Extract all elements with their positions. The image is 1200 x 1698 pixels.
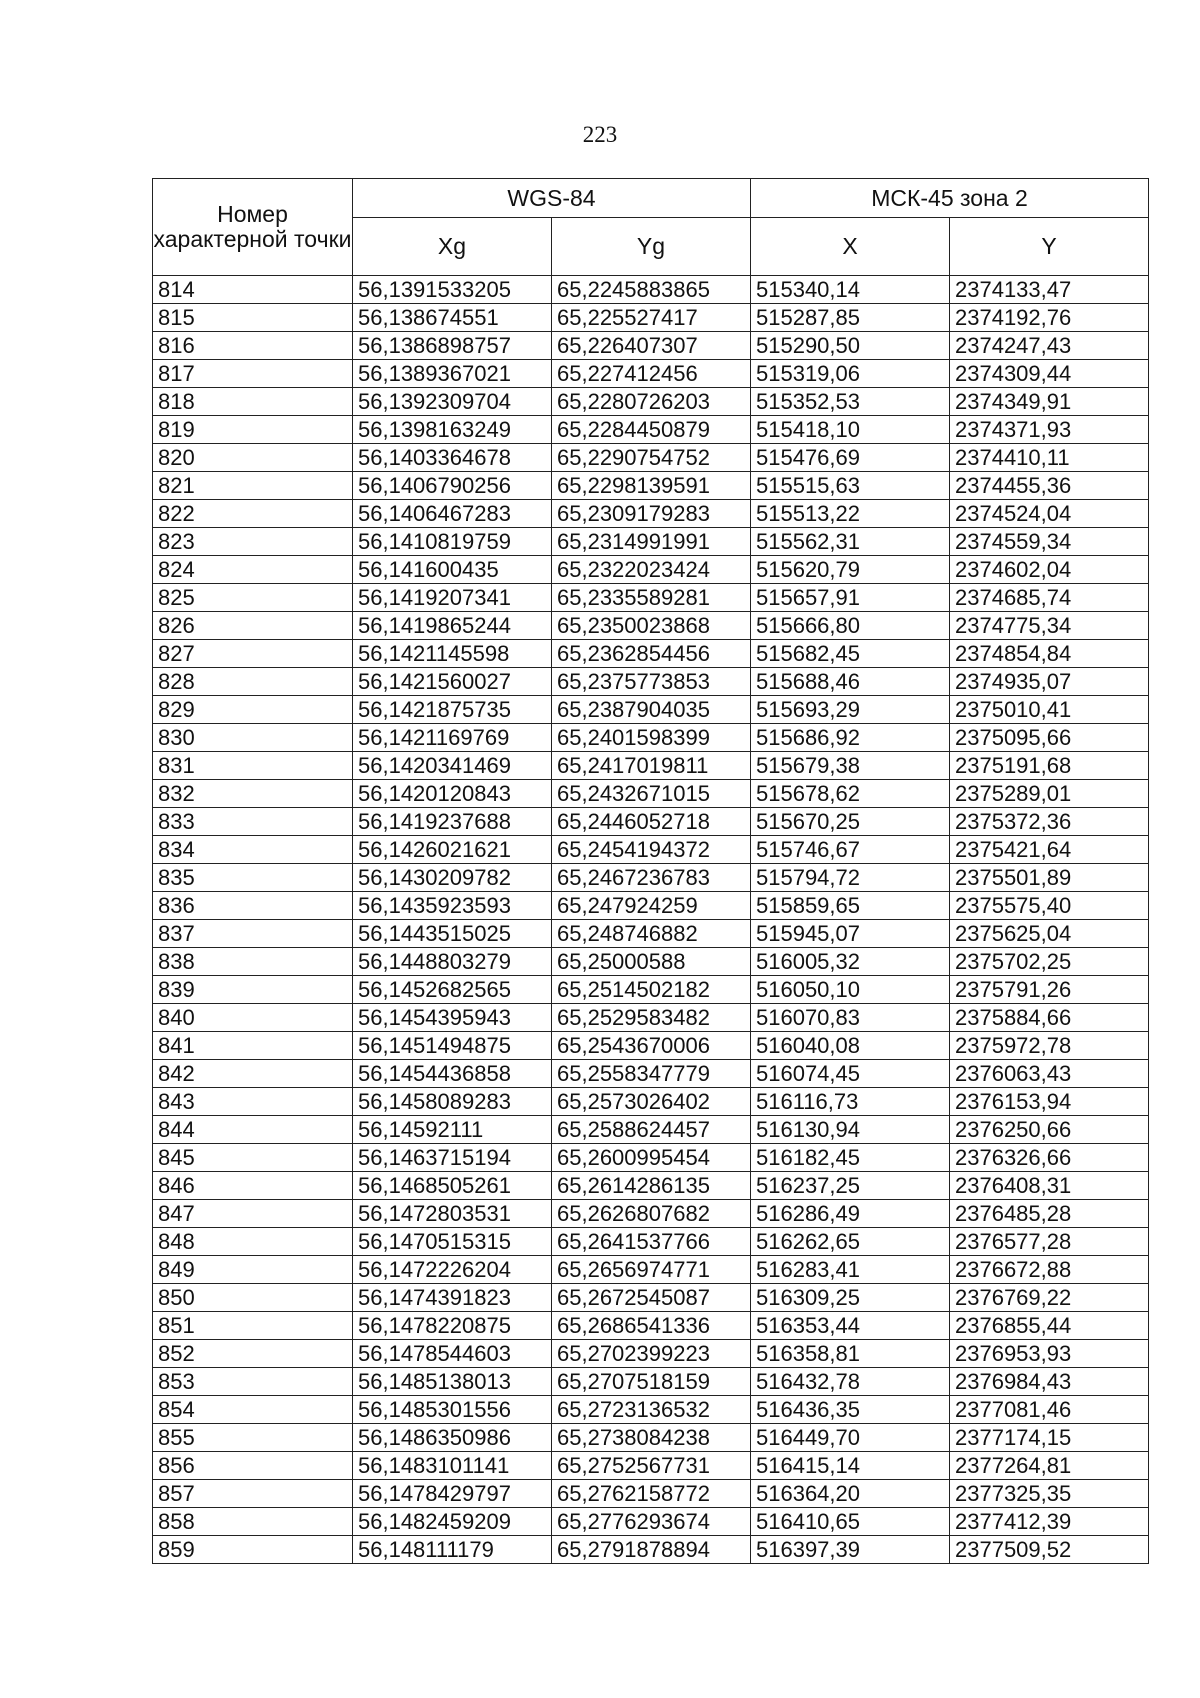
xg-cell: 56,14592111 <box>353 1116 552 1144</box>
point-number-cell: 822 <box>153 500 353 528</box>
point-number-cell: 827 <box>153 640 353 668</box>
y-cell: 2375010,41 <box>950 696 1149 724</box>
y-cell: 2375575,40 <box>950 892 1149 920</box>
x-column-header: X <box>751 218 950 276</box>
point-number-cell: 840 <box>153 1004 353 1032</box>
yg-cell: 65,247924259 <box>552 892 751 920</box>
x-cell: 516005,32 <box>751 948 950 976</box>
table-row <box>153 1088 1149 1116</box>
x-cell: 515945,07 <box>751 920 950 948</box>
x-cell: 516449,70 <box>751 1424 950 1452</box>
table-row <box>153 500 1149 528</box>
table-row <box>153 1480 1149 1508</box>
table-row <box>153 780 1149 808</box>
x-cell: 515352,53 <box>751 388 950 416</box>
x-cell: 515670,25 <box>751 808 950 836</box>
point-number-cell: 816 <box>153 332 353 360</box>
point-number-cell: 834 <box>153 836 353 864</box>
xg-cell: 56,1463715194 <box>353 1144 552 1172</box>
point-number-cell: 856 <box>153 1452 353 1480</box>
point-number-cell: 823 <box>153 528 353 556</box>
yg-cell: 65,2573026402 <box>552 1088 751 1116</box>
x-cell: 515859,65 <box>751 892 950 920</box>
y-cell: 2374309,44 <box>950 360 1149 388</box>
table-row <box>153 640 1149 668</box>
xg-cell: 56,1474391823 <box>353 1284 552 1312</box>
yg-cell: 65,2290754752 <box>552 444 751 472</box>
yg-cell: 65,2432671015 <box>552 780 751 808</box>
table-row <box>153 1060 1149 1088</box>
y-cell: 2377325,35 <box>950 1480 1149 1508</box>
point-number-cell: 817 <box>153 360 353 388</box>
y-cell: 2376953,93 <box>950 1340 1149 1368</box>
point-number-cell: 818 <box>153 388 353 416</box>
point-number-cell: 849 <box>153 1256 353 1284</box>
y-cell: 2375095,66 <box>950 724 1149 752</box>
x-cell: 516436,35 <box>751 1396 950 1424</box>
x-cell: 516237,25 <box>751 1172 950 1200</box>
point-number-cell: 820 <box>153 444 353 472</box>
yg-cell: 65,25000588 <box>552 948 751 976</box>
xg-cell: 56,1403364678 <box>353 444 552 472</box>
xg-cell: 56,1430209782 <box>353 864 552 892</box>
y-cell: 2374192,76 <box>950 304 1149 332</box>
point-number-cell: 846 <box>153 1172 353 1200</box>
table-row <box>153 1452 1149 1480</box>
x-cell: 516262,65 <box>751 1228 950 1256</box>
table-row <box>153 584 1149 612</box>
table-row <box>153 892 1149 920</box>
table-row <box>153 556 1149 584</box>
y-cell: 2377412,39 <box>950 1508 1149 1536</box>
xg-cell: 56,1421875735 <box>353 696 552 724</box>
point-number-cell: 851 <box>153 1312 353 1340</box>
xg-cell: 56,1478544603 <box>353 1340 552 1368</box>
table-row <box>153 1200 1149 1228</box>
point-number-cell: 859 <box>153 1536 353 1564</box>
y-cell: 2376984,43 <box>950 1368 1149 1396</box>
x-cell: 515513,22 <box>751 500 950 528</box>
xg-cell: 56,138674551 <box>353 304 552 332</box>
xg-cell: 56,1392309704 <box>353 388 552 416</box>
xg-cell: 56,1448803279 <box>353 948 552 976</box>
x-cell: 516040,08 <box>751 1032 950 1060</box>
xg-cell: 56,1389367021 <box>353 360 552 388</box>
xg-cell: 56,1386898757 <box>353 332 552 360</box>
yg-cell: 65,227412456 <box>552 360 751 388</box>
table-row <box>153 752 1149 780</box>
x-cell: 515515,63 <box>751 472 950 500</box>
yg-cell: 65,2686541336 <box>552 1312 751 1340</box>
yg-cell: 65,2702399223 <box>552 1340 751 1368</box>
xg-column-header: Xg <box>353 218 552 276</box>
point-number-cell: 836 <box>153 892 353 920</box>
y-cell: 2375289,01 <box>950 780 1149 808</box>
y-cell: 2374935,07 <box>950 668 1149 696</box>
x-cell: 515693,29 <box>751 696 950 724</box>
table-row <box>153 472 1149 500</box>
table-row <box>153 1004 1149 1032</box>
xg-cell: 56,1421145598 <box>353 640 552 668</box>
y-cell: 2376672,88 <box>950 1256 1149 1284</box>
yg-cell: 65,2791878894 <box>552 1536 751 1564</box>
yg-cell: 65,2752567731 <box>552 1452 751 1480</box>
xg-cell: 56,1472226204 <box>353 1256 552 1284</box>
x-cell: 515679,38 <box>751 752 950 780</box>
point-number-cell: 830 <box>153 724 353 752</box>
xg-cell: 56,1486350986 <box>353 1424 552 1452</box>
point-number-cell: 844 <box>153 1116 353 1144</box>
table-row <box>153 1368 1149 1396</box>
xg-cell: 56,1435923593 <box>353 892 552 920</box>
yg-cell: 65,2309179283 <box>552 500 751 528</box>
xg-cell: 56,1420120843 <box>353 780 552 808</box>
xg-cell: 56,1419237688 <box>353 808 552 836</box>
y-cell: 2375884,66 <box>950 1004 1149 1032</box>
table-row <box>153 360 1149 388</box>
xg-cell: 56,1426021621 <box>353 836 552 864</box>
table-row <box>153 976 1149 1004</box>
yg-cell: 65,2446052718 <box>552 808 751 836</box>
yg-cell: 65,2284450879 <box>552 416 751 444</box>
y-cell: 2374559,34 <box>950 528 1149 556</box>
point-number-cell: 829 <box>153 696 353 724</box>
x-cell: 516286,49 <box>751 1200 950 1228</box>
y-cell: 2374133,47 <box>950 276 1149 304</box>
xg-cell: 56,1391533205 <box>353 276 552 304</box>
x-cell: 515418,10 <box>751 416 950 444</box>
xg-cell: 56,1485138013 <box>353 1368 552 1396</box>
x-cell: 516070,83 <box>751 1004 950 1032</box>
x-cell: 516309,25 <box>751 1284 950 1312</box>
y-cell: 2374349,91 <box>950 388 1149 416</box>
y-cell: 2376153,94 <box>950 1088 1149 1116</box>
table-row <box>153 1228 1149 1256</box>
xg-cell: 56,1478429797 <box>353 1480 552 1508</box>
x-cell: 516130,94 <box>751 1116 950 1144</box>
y-cell: 2374410,11 <box>950 444 1149 472</box>
table-row <box>153 332 1149 360</box>
yg-cell: 65,2707518159 <box>552 1368 751 1396</box>
y-column-header: Y <box>950 218 1149 276</box>
point-number-cell: 852 <box>153 1340 353 1368</box>
point-number-cell: 825 <box>153 584 353 612</box>
x-cell: 515657,91 <box>751 584 950 612</box>
x-cell: 516410,65 <box>751 1508 950 1536</box>
x-cell: 515476,69 <box>751 444 950 472</box>
xg-cell: 56,1419207341 <box>353 584 552 612</box>
yg-cell: 65,2672545087 <box>552 1284 751 1312</box>
x-cell: 515678,62 <box>751 780 950 808</box>
coordinates-table <box>152 178 1149 1564</box>
yg-cell: 65,226407307 <box>552 332 751 360</box>
x-cell: 515319,06 <box>751 360 950 388</box>
point-number-cell: 833 <box>153 808 353 836</box>
x-cell: 516358,81 <box>751 1340 950 1368</box>
yg-cell: 65,2514502182 <box>552 976 751 1004</box>
table-row <box>153 724 1149 752</box>
y-cell: 2375191,68 <box>950 752 1149 780</box>
y-cell: 2377264,81 <box>950 1452 1149 1480</box>
xg-cell: 56,1421169769 <box>353 724 552 752</box>
point-number-cell: 839 <box>153 976 353 1004</box>
point-number-cell: 841 <box>153 1032 353 1060</box>
yg-cell: 65,2626807682 <box>552 1200 751 1228</box>
xg-cell: 56,1478220875 <box>353 1312 552 1340</box>
xg-cell: 56,1482459209 <box>353 1508 552 1536</box>
yg-cell: 65,2614286135 <box>552 1172 751 1200</box>
table-row <box>153 1424 1149 1452</box>
xg-cell: 56,1443515025 <box>353 920 552 948</box>
x-cell: 516050,10 <box>751 976 950 1004</box>
yg-cell: 65,2362854456 <box>552 640 751 668</box>
y-cell: 2376063,43 <box>950 1060 1149 1088</box>
x-cell: 516432,78 <box>751 1368 950 1396</box>
xg-cell: 56,1485301556 <box>353 1396 552 1424</box>
point-number-cell: 828 <box>153 668 353 696</box>
y-cell: 2375791,26 <box>950 976 1149 1004</box>
xg-cell: 56,1406467283 <box>353 500 552 528</box>
table-row <box>153 696 1149 724</box>
point-number-cell: 857 <box>153 1480 353 1508</box>
xg-cell: 56,1470515315 <box>353 1228 552 1256</box>
point-number-cell: 842 <box>153 1060 353 1088</box>
point-number-header: Номер характерной точки <box>153 179 353 276</box>
y-cell: 2375501,89 <box>950 864 1149 892</box>
yg-cell: 65,2529583482 <box>552 1004 751 1032</box>
point-number-cell: 831 <box>153 752 353 780</box>
x-cell: 515688,46 <box>751 668 950 696</box>
table-row <box>153 388 1149 416</box>
yg-cell: 65,2641537766 <box>552 1228 751 1256</box>
y-cell: 2377174,15 <box>950 1424 1149 1452</box>
point-number-cell: 850 <box>153 1284 353 1312</box>
table-row <box>153 1396 1149 1424</box>
yg-cell: 65,225527417 <box>552 304 751 332</box>
y-cell: 2376577,28 <box>950 1228 1149 1256</box>
point-number-cell: 847 <box>153 1200 353 1228</box>
xg-cell: 56,1454436858 <box>353 1060 552 1088</box>
table-row <box>153 1172 1149 1200</box>
table-row <box>153 528 1149 556</box>
x-cell: 516182,45 <box>751 1144 950 1172</box>
yg-cell: 65,2723136532 <box>552 1396 751 1424</box>
yg-cell: 65,2467236783 <box>552 864 751 892</box>
y-cell: 2375972,78 <box>950 1032 1149 1060</box>
x-cell: 515794,72 <box>751 864 950 892</box>
point-number-cell: 837 <box>153 920 353 948</box>
xg-cell: 56,1421560027 <box>353 668 552 696</box>
xg-cell: 56,1420341469 <box>353 752 552 780</box>
table-row <box>153 1508 1149 1536</box>
xg-cell: 56,1451494875 <box>353 1032 552 1060</box>
table-row <box>153 1536 1149 1564</box>
yg-cell: 65,2314991991 <box>552 528 751 556</box>
y-cell: 2374524,04 <box>950 500 1149 528</box>
yg-cell: 65,2245883865 <box>552 276 751 304</box>
yg-cell: 65,2776293674 <box>552 1508 751 1536</box>
yg-cell: 65,2543670006 <box>552 1032 751 1060</box>
point-number-cell: 814 <box>153 276 353 304</box>
msk45-header: МСК-45 зона 2 <box>751 179 1149 218</box>
wgs84-header: WGS-84 <box>353 179 751 218</box>
point-number-cell: 845 <box>153 1144 353 1172</box>
point-number-cell: 819 <box>153 416 353 444</box>
xg-cell: 56,1458089283 <box>353 1088 552 1116</box>
page-number: 223 <box>582 122 618 147</box>
point-number-cell: 838 <box>153 948 353 976</box>
xg-cell: 56,148111179 <box>353 1536 552 1564</box>
y-cell: 2376485,28 <box>950 1200 1149 1228</box>
x-cell: 516353,44 <box>751 1312 950 1340</box>
y-cell: 2375625,04 <box>950 920 1149 948</box>
table-row <box>153 1144 1149 1172</box>
y-cell: 2375421,64 <box>950 836 1149 864</box>
xg-cell: 56,1419865244 <box>353 612 552 640</box>
yg-cell: 65,2298139591 <box>552 472 751 500</box>
x-cell: 516364,20 <box>751 1480 950 1508</box>
table-row <box>153 1312 1149 1340</box>
yg-cell: 65,2558347779 <box>552 1060 751 1088</box>
yg-cell: 65,2656974771 <box>552 1256 751 1284</box>
xg-cell: 56,1472803531 <box>353 1200 552 1228</box>
table-row <box>153 864 1149 892</box>
point-number-cell: 824 <box>153 556 353 584</box>
xg-cell: 56,1410819759 <box>353 528 552 556</box>
yg-cell: 65,2417019811 <box>552 752 751 780</box>
x-cell: 515620,79 <box>751 556 950 584</box>
x-cell: 515746,67 <box>751 836 950 864</box>
y-cell: 2376250,66 <box>950 1116 1149 1144</box>
table-row <box>153 1116 1149 1144</box>
table-row <box>153 668 1149 696</box>
y-cell: 2376855,44 <box>950 1312 1149 1340</box>
yg-cell: 65,2738084238 <box>552 1424 751 1452</box>
yg-cell: 65,2335589281 <box>552 584 751 612</box>
table-row <box>153 920 1149 948</box>
table-body <box>153 276 1149 1564</box>
y-cell: 2374371,93 <box>950 416 1149 444</box>
y-cell: 2377509,52 <box>950 1536 1149 1564</box>
y-cell: 2376326,66 <box>950 1144 1149 1172</box>
yg-cell: 65,2600995454 <box>552 1144 751 1172</box>
point-number-cell: 815 <box>153 304 353 332</box>
yg-cell: 65,2454194372 <box>552 836 751 864</box>
y-cell: 2374775,34 <box>950 612 1149 640</box>
table-row <box>153 1256 1149 1284</box>
yg-column-header: Yg <box>552 218 751 276</box>
x-cell: 516074,45 <box>751 1060 950 1088</box>
xg-cell: 56,1454395943 <box>353 1004 552 1032</box>
point-number-cell: 858 <box>153 1508 353 1536</box>
table-row <box>153 276 1149 304</box>
table-header-row <box>153 179 1149 218</box>
y-cell: 2374602,04 <box>950 556 1149 584</box>
yg-cell: 65,2762158772 <box>552 1480 751 1508</box>
yg-cell: 65,2350023868 <box>552 612 751 640</box>
x-cell: 515666,80 <box>751 612 950 640</box>
x-cell: 515287,85 <box>751 304 950 332</box>
table-row <box>153 612 1149 640</box>
x-cell: 516116,73 <box>751 1088 950 1116</box>
point-number-cell: 855 <box>153 1424 353 1452</box>
point-number-cell: 848 <box>153 1228 353 1256</box>
xg-cell: 56,1406790256 <box>353 472 552 500</box>
y-cell: 2374685,74 <box>950 584 1149 612</box>
y-cell: 2374247,43 <box>950 332 1149 360</box>
xg-cell: 56,141600435 <box>353 556 552 584</box>
point-number-cell: 853 <box>153 1368 353 1396</box>
y-cell: 2376769,22 <box>950 1284 1149 1312</box>
point-number-cell: 854 <box>153 1396 353 1424</box>
point-number-cell: 821 <box>153 472 353 500</box>
x-cell: 516283,41 <box>751 1256 950 1284</box>
table-row <box>153 1032 1149 1060</box>
x-cell: 515290,50 <box>751 332 950 360</box>
y-cell: 2377081,46 <box>950 1396 1149 1424</box>
table-row <box>153 1284 1149 1312</box>
table-row <box>153 808 1149 836</box>
y-cell: 2375702,25 <box>950 948 1149 976</box>
x-cell: 516415,14 <box>751 1452 950 1480</box>
yg-cell: 65,2375773853 <box>552 668 751 696</box>
yg-cell: 65,2322023424 <box>552 556 751 584</box>
table-row <box>153 1340 1149 1368</box>
yg-cell: 65,2588624457 <box>552 1116 751 1144</box>
xg-cell: 56,1398163249 <box>353 416 552 444</box>
yg-cell: 65,2401598399 <box>552 724 751 752</box>
x-cell: 515686,92 <box>751 724 950 752</box>
y-cell: 2374455,36 <box>950 472 1149 500</box>
y-cell: 2375372,36 <box>950 808 1149 836</box>
point-number-cell: 835 <box>153 864 353 892</box>
point-number-cell: 843 <box>153 1088 353 1116</box>
table-row <box>153 948 1149 976</box>
y-cell: 2376408,31 <box>950 1172 1149 1200</box>
xg-cell: 56,1452682565 <box>353 976 552 1004</box>
xg-cell: 56,1468505261 <box>353 1172 552 1200</box>
y-cell: 2374854,84 <box>950 640 1149 668</box>
table-row <box>153 836 1149 864</box>
yg-cell: 65,248746882 <box>552 920 751 948</box>
xg-cell: 56,1483101141 <box>353 1452 552 1480</box>
x-cell: 515340,14 <box>751 276 950 304</box>
table-row <box>153 304 1149 332</box>
table-row <box>153 416 1149 444</box>
yg-cell: 65,2280726203 <box>552 388 751 416</box>
point-number-cell: 832 <box>153 780 353 808</box>
yg-cell: 65,2387904035 <box>552 696 751 724</box>
point-number-cell: 826 <box>153 612 353 640</box>
x-cell: 516397,39 <box>751 1536 950 1564</box>
table-row <box>153 444 1149 472</box>
x-cell: 515682,45 <box>751 640 950 668</box>
x-cell: 515562,31 <box>751 528 950 556</box>
